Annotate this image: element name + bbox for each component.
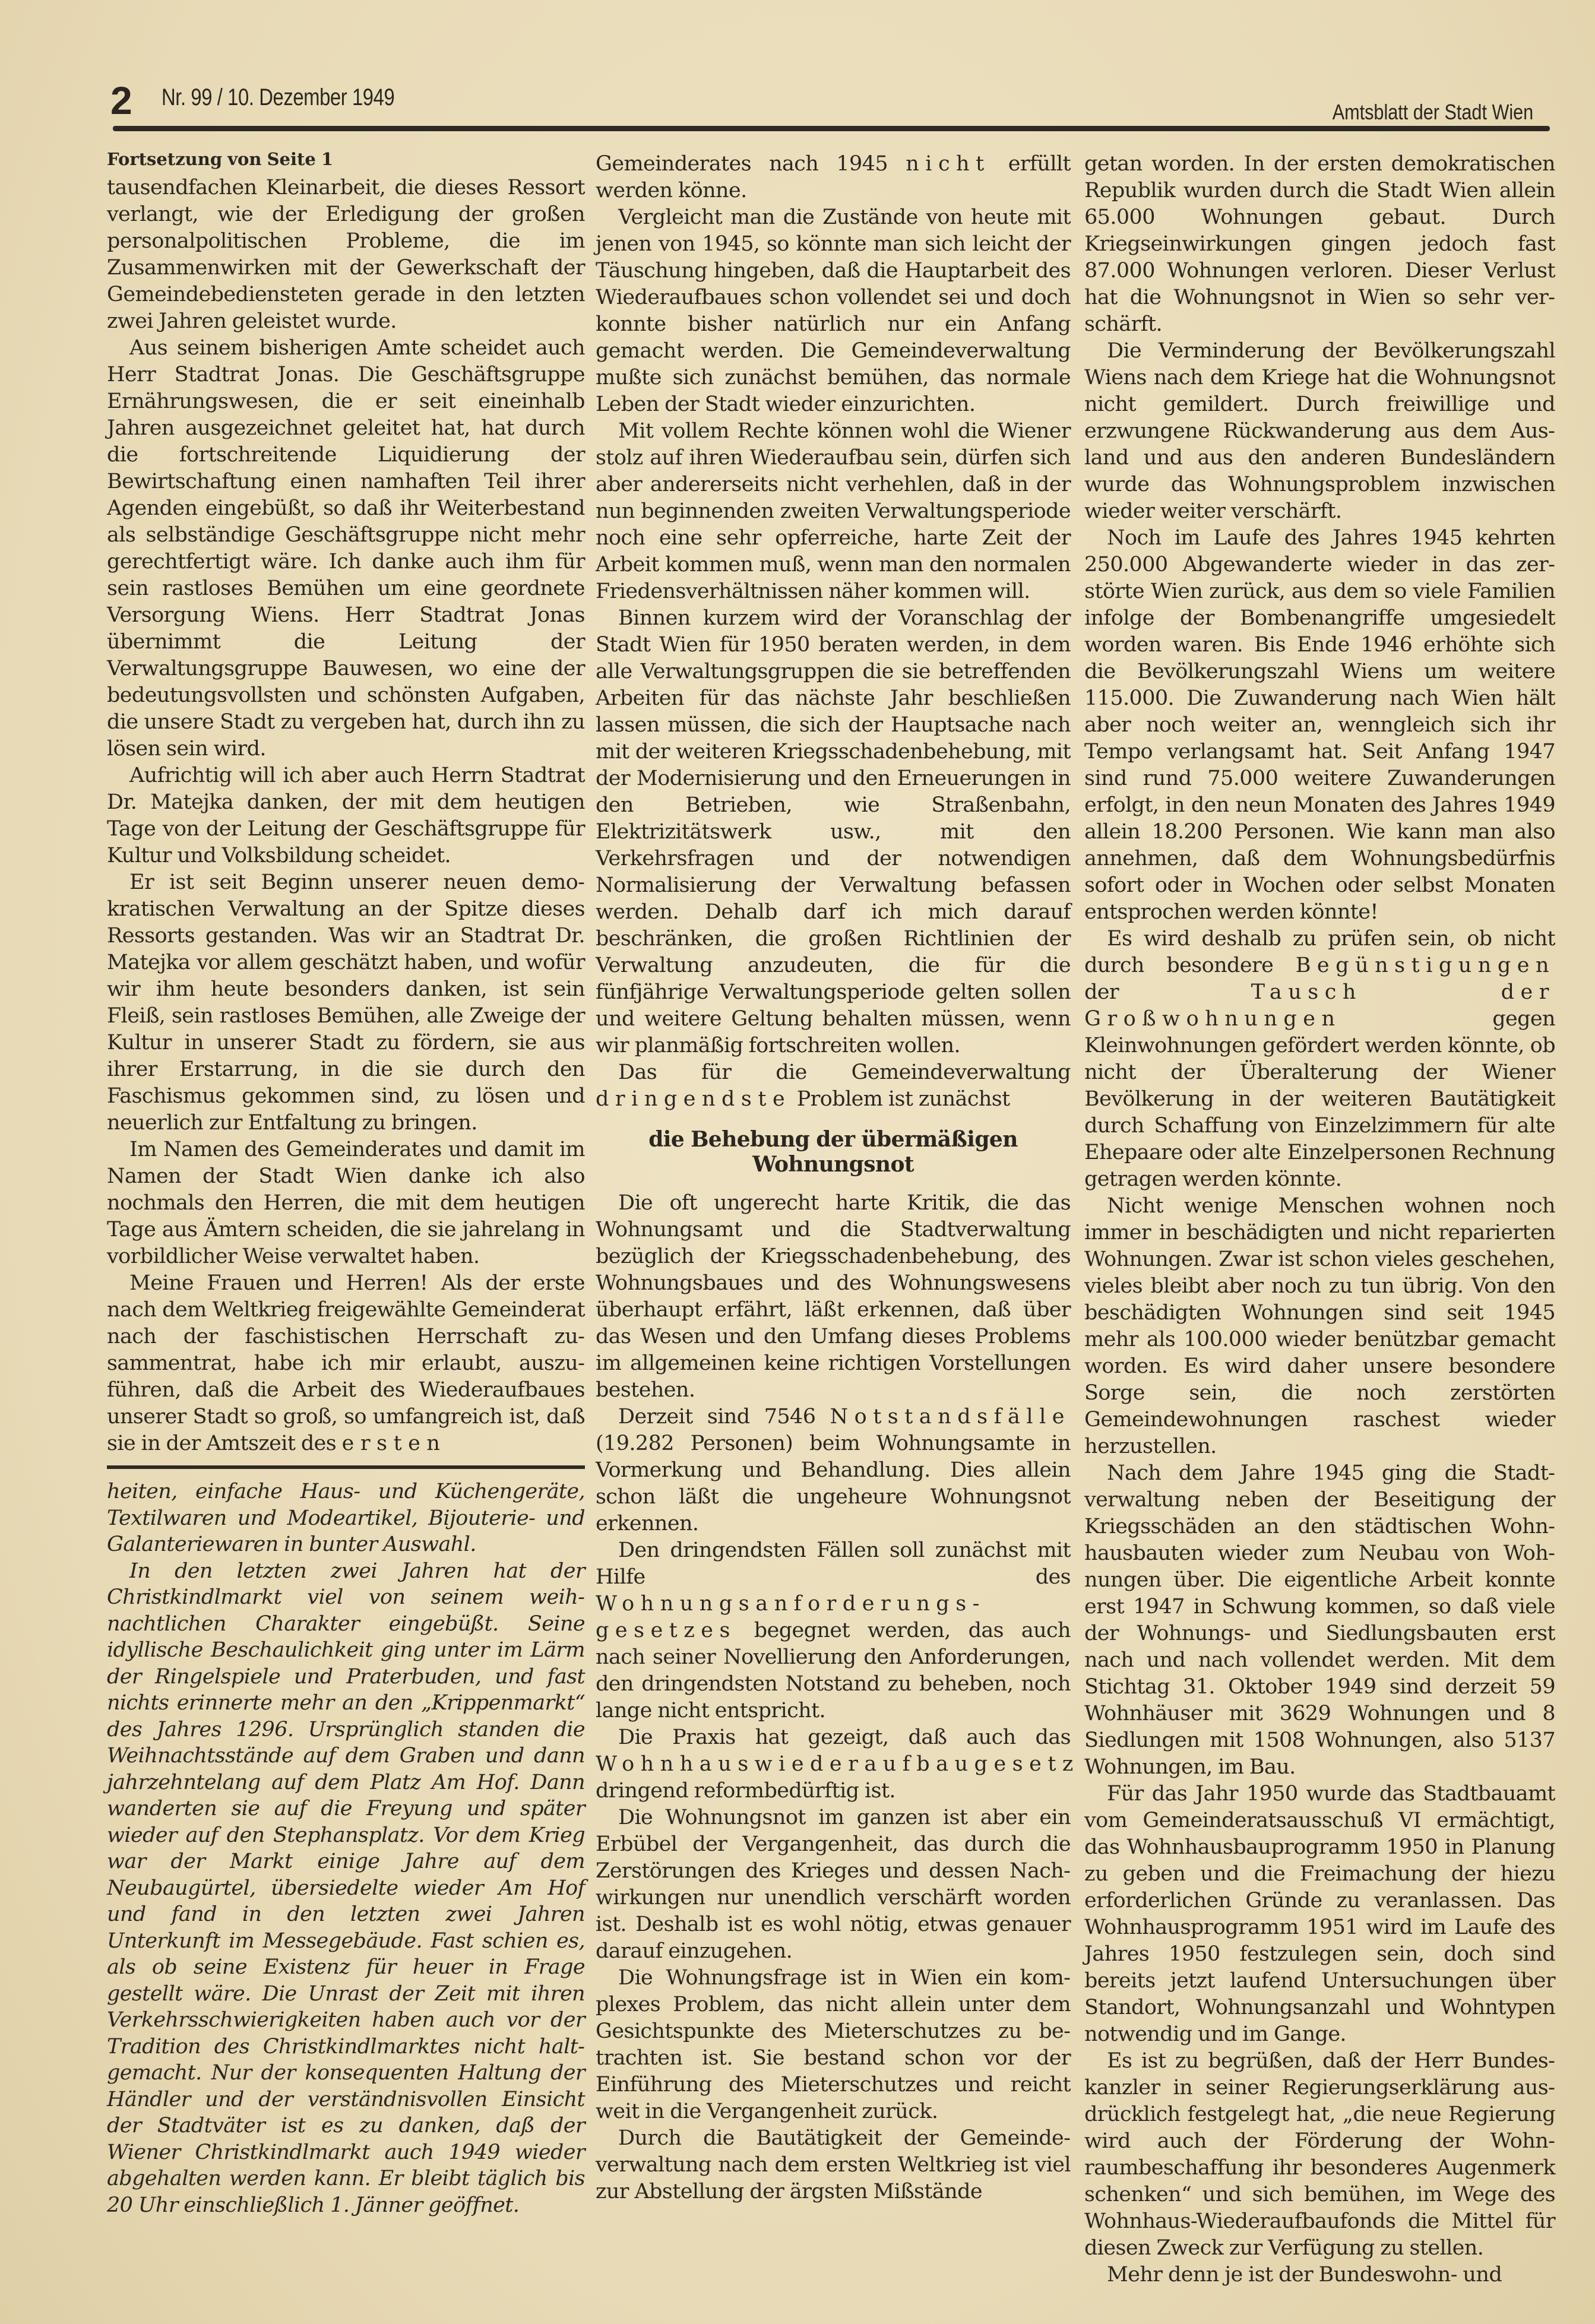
text-run: heiten, einfache Haus- und Küchengeräte, Textilwaren und Modeartikel, Bijouterie- und Galanteriewaren in bunter Auswahl. bbox=[107, 1480, 585, 1556]
section-divider-rule bbox=[107, 1465, 585, 1469]
text-run: Binnen kurzem wird der Voranschlag der Stadt Wien für 1950 beraten werden, in dem alle Verwaltungsgruppen die sie betreffenden Arbeiten für das nächste Jahr beschließen lassen müssen, die sich der Hauptsache nach mit der weiteren Kriegsschadenbehebung, mit der Modernisierung und den Erneuerungen in den Betrieben, wie Straßenbahn, Elektrizitätswerk usw., mit den Verkehrsfragen und der notwendigen Normalisierung der Verwaltung befassen werden. Dehalb darf ich mich darauf beschränken, die großen Richtlinien der Verwaltung anzudeuten, die für die fünfjährige Verwaltungsperiode gelten sollen und weitere Geltung behalten müssen, wenn wir planmäßig fortschreiten wollen. bbox=[596, 606, 1071, 1057]
text-run: Derzeit sind 7546 bbox=[618, 1405, 830, 1429]
paragraph bbox=[596, 1804, 1071, 1965]
issue-date: Nr. 99 / 10. Dezember 1949 bbox=[162, 84, 395, 110]
paragraph bbox=[596, 1965, 1071, 2125]
paragraph bbox=[596, 1190, 1071, 1404]
text-run: Nicht wenige Menschen wohnen noch immer in beschädigten und nicht reparierten Wohnungen. Zwar ist schon vieles geschehen, vieles bleibt aber noch zu tun übrig. Von den beschädigten Wohnungen sind seit 1945 mehr als 100.000 wieder benützbar gemacht worden. Es wird daher unsere besondere Sorge sein, die noch zerstörten Gemeindewohnungen raschest wieder herzustellen. bbox=[1084, 1194, 1555, 1458]
paragraph bbox=[596, 204, 1071, 418]
text-run: Meine Frauen und Herren! Als der erste nach dem Weltkrieg freigewählte Gemeinderat nach der faschistischen Herrschaft zusammentrat, habe ich mir erlaubt, auszuführen, daß die Arbeit des Wiederaufbaues unserer Stadt so groß, so umfangreich ist, daß sie in der Amtszeit des bbox=[107, 1271, 585, 1455]
text-run: Aus seinem bisherigen Amte scheidet auch Herr Stadtrat Jonas. Die Geschäftsgruppe Ernährungswesen, die er seit eineinhalb Jahren ausgezeichnet geleitet hat, hat durch die fortschreitende Liquidierung der Bewirtschaftung einen namhaften Teil ihrer Agenden eingebüßt, so daß ihr Weiterbestand als selbständige Geschäftsgruppe nicht mehr gerechtfertigt wäre. Ich danke auch ihm für sein rastloses Bemühen um eine geordnete Versorgung Wiens. Herr Stadtrat Jonas übernimmt die Leitung der Verwaltungsgruppe Bauwesen, wo eine der bedeutungsvollsten und schönsten Aufgaben, die unsere Stadt zu vergeben hat, durch ihn zu lösen sein wird. bbox=[107, 336, 585, 761]
paragraph bbox=[107, 1558, 585, 2219]
paragraph bbox=[107, 762, 585, 869]
paragraph bbox=[1084, 1781, 1555, 2048]
spaced-emphasis: Notstandsfälle bbox=[830, 1405, 1071, 1429]
paragraph bbox=[107, 1270, 585, 1457]
paragraph bbox=[107, 1136, 585, 1270]
spaced-emphasis: Begünstigungen bbox=[1295, 954, 1555, 977]
text-run: Die Wohnungsfrage ist in Wien ein komplexes Problem, das nicht allein unter dem Gesichtspunkte des Mieterschutzes zu betrachten ist. Sie bestand schon vor der Einführung des Mieterschutzes und reicht weit in die Vergangenheit zurück. bbox=[596, 1966, 1071, 2123]
text-run: Das für die Gemeindeverwaltung bbox=[618, 1060, 1071, 1084]
text-run: der bbox=[1084, 980, 1251, 1004]
text-run: Er ist seit Beginn unserer neuen demokratischen Verwaltung an der Spitze dieses Ressorts gestanden. Was wir an Stadtrat Dr. Matejka vor allem geschätzt haben, und wofür wir ihm heute besonders danken, ist sein Fleiß, sein rastloses Bemühen, alle Zweige der Kultur in unserer Stadt zu fördern, sie aus ihrer Erstarrung, in die sie durch den Faschismus gekommen sind, zu lösen und neuerlich zur Entfaltung zu bringen. bbox=[107, 870, 585, 1135]
left-column bbox=[107, 147, 585, 2218]
text-run: begegnet werden, das auch nach seiner Novellierung den Anforderungen, den dringendsten Notstand zu beheben, noch lange nicht entspricht. bbox=[596, 1619, 1071, 1723]
paragraph bbox=[1084, 525, 1555, 926]
paragraph bbox=[107, 175, 585, 335]
paragraph bbox=[107, 869, 585, 1136]
text-run: erfüllt werden könne. bbox=[596, 152, 1071, 202]
text-run: Die oft ungerecht harte Kritik, die das Wohnungsamt und die Stadtverwaltung bezüglich der Kriegsschadenbehebung, des Wohnungsbaues und des Wohnungswesens überhaupt erfährt, läßt erkennen, daß über das Wesen und den Umfang dieses Problems im allgemeinen keine richtigen Vorstellungen bestehen. bbox=[596, 1191, 1071, 1402]
spaced-emphasis: Tausch der Großwohnungen bbox=[1084, 980, 1555, 1031]
publication-title: Amtsblatt der Stadt Wien bbox=[1332, 100, 1533, 124]
paragraph bbox=[1084, 1460, 1555, 1781]
text-run: Fortsetzung von Seite 1 bbox=[107, 149, 334, 169]
spaced-emphasis: Wohnhauswiederaufbaugesetz bbox=[596, 1752, 1080, 1776]
text-run: tausendfachen Kleinarbeit, die dieses Ressort verlangt, wie der Erledigung der großen personalpolitischen Probleme, die im Zusammenwirken mit der Gewerkschaft der Gemeindebediensteten gerade in den letzten zwei Jahren geleistet wurde. bbox=[107, 176, 585, 333]
paragraph bbox=[1084, 926, 1555, 1193]
text-run: Aufrichtig will ich aber auch Herrn Stadtrat Dr. Matejka danken, der mit dem heutigen Tage von der Leitung der Geschäftsgruppe für Kultur und Volksbildung scheidet. bbox=[107, 764, 585, 867]
text-run: Durch die Bautätigkeit der Gemeindeverwaltung nach dem ersten Weltkrieg ist viel zur Abstellung der ärgsten Mißstände bbox=[596, 2126, 1071, 2203]
spaced-emphasis: nicht bbox=[906, 152, 990, 176]
page-number: 2 bbox=[110, 78, 132, 122]
text-run: getan worden. In der ersten demokratischen Republik wurden durch die Stadt Wien allein 65.000 Wohnungen gebaut. Durch Kriegseinwirkungen gingen jedoch fast 87.000 Wohnungen verloren. Dieser Verlust hat die Wohnungsnot in Wien so sehr verschärft. bbox=[1084, 152, 1555, 336]
spaced-emphasis: ersten bbox=[341, 1432, 447, 1455]
text-run: Für das Jahr 1950 wurde das Stadtbauamt vom Gemeinderatsausschuß VI ermächtigt, das Wohnhausbauprogramm 1950 in Planung zu geben und die Freimachung der hiezu erforderlichen Gründe zu veranlassen. Das Wohnhausprogramm 1951 wird im Laufe des Jahres 1950 festzulegen sein, doch sind bereits jetzt laufend Untersuchungen über Standort, Wohnungsanzahl und Wohntypen notwendig und im Gange. bbox=[1084, 1782, 1555, 2046]
paragraph bbox=[596, 1404, 1071, 1537]
text-run: Vergleicht man die Zustände von heute mit jenen von 1945, so könnte man sich leicht der Täuschung hingeben, daß die Hauptarbeit des Wiederaufbaues schon vollendet sei und doch konnte bisher natürlich nur ein Anfang gemacht werden. Die Gemeindeverwaltung mußte sich zunächst bemühen, das normale Leben der Stadt wieder einzurichten. bbox=[596, 205, 1071, 416]
paragraph bbox=[596, 1537, 1071, 1724]
text-run: dringend reformbedürftig ist. bbox=[596, 1779, 895, 1803]
left-column-bottom-christkindlmarkt bbox=[107, 1478, 585, 2218]
paragraph bbox=[1084, 2262, 1555, 2288]
spaced-emphasis: dringendste bbox=[596, 1087, 792, 1111]
continuation-label bbox=[107, 147, 585, 171]
paragraph bbox=[596, 1724, 1080, 1804]
text-run: Nach dem Jahre 1945 ging die Stadtverwaltung neben der Beseitigung der Kriegsschäden an den städtischen Wohnhausbauten wieder zum Neubau von Wohnungen über. Die eigentliche Arbeit konnte erst 1947 in Schwung kommen, so daß viele der Wohnungs- und Siedlungsbauten erst nach und nach vollendet werden. Mit dem Stichtag 31. Oktober 1949 sind derzeit 59 Wohnhäuser mit 3629 Wohnungen und 8 Siedlungen mit 1508 Wohnungen, also 5137 Wohnungen, im Bau. bbox=[1084, 1461, 1555, 1779]
text-run: die Behebung der übermäßigen Wohnungsnot bbox=[648, 1127, 1018, 1177]
paragraph bbox=[1084, 2048, 1555, 2262]
paragraph bbox=[1084, 1193, 1555, 1460]
text-run: Es wird deshalb zu prüfen sein, ob nicht durch besondere bbox=[1084, 927, 1555, 977]
paragraph bbox=[596, 418, 1071, 605]
section-heading bbox=[596, 1127, 1071, 1177]
text-run: Noch im Laufe des Jahres 1945 kehrten 250.000 Abgewanderte wieder in das zerstörte Wien zurück, aus dem so viele Familien infolge der Bombenangriffe umgesiedelt worden waren. Bis Ende 1946 erhöhte sich die Bevölkerungszahl Wiens um weitere 115.000. Die Zuwanderung nach Wien hält aber noch weiter an, wenngleich sich ihr Tempo verlangsamt hat. Seit Anfang 1947 sind rund 75.000 weitere Zuwanderungen erfolgt, in den neun Monaten des Jahres 1949 allein 18.200 Personen. Wie kann man also annehmen, daß dem Wohnungsbedürfnis sofort oder in Wochen oder selbst Monaten entsprochen werden könnte! bbox=[1084, 526, 1555, 924]
header-rule bbox=[113, 126, 1550, 131]
paragraph bbox=[1084, 151, 1555, 338]
paragraph bbox=[596, 2125, 1071, 2205]
text-run: Die Praxis hat gezeigt, daß auch das bbox=[618, 1725, 1071, 1749]
middle-column bbox=[596, 151, 1080, 2205]
left-column-top bbox=[107, 147, 585, 1457]
right-column bbox=[1084, 151, 1555, 2288]
text-run: Die Verminderung der Bevölkerungszahl Wiens nach dem Kriege hat die Wohnungsnot nicht gemildert. Durch freiwillige und erzwungene Rückwanderung aus dem Ausland und aus den anderen Bundesländern wurde das Wohnungsproblem inzwischen wieder weiter verschärft. bbox=[1084, 339, 1555, 523]
text-run: Mit vollem Rechte können wohl die Wiener stolz auf ihren Wiederaufbau sein, dürfen sich aber andererseits nicht verhehlen, daß in der nun beginnenden zweiten Verwaltungsperiode noch eine sehr opferreiche, harte Zeit der Arbeit kommen muß, wenn man den normalen Friedensverhältnissen näher kommen will. bbox=[596, 419, 1071, 603]
text-run: Problem ist zunächst bbox=[791, 1087, 1010, 1111]
text-run: Mehr denn je ist der Bundeswohn- und bbox=[1107, 2263, 1502, 2287]
text-run: gegen Kleinwohnungen gefördert werden könnte, ob nicht der Überalterung der Wiener Bevölkerung in der weiteren Bautätigkeit durch Schaffung von Einzelzimmern für alte Ehepaare oder alte Einzelpersonen Rechnung getragen werden könnte. bbox=[1084, 1007, 1555, 1191]
text-run: Gemeinderates nach 1945 bbox=[596, 152, 906, 176]
text-run: (19.282 Personen) beim Wohnungsamte in Vormerkung und Behandlung. Dies allein schon läßt die ungeheure Wohnungsnot erkennen. bbox=[596, 1432, 1071, 1535]
text-run: Im Namen des Gemeinderates und damit im Namen der Stadt Wien danke ich also nochmals den Herren, die mit dem heutigen Tage aus Ämtern scheiden, die sie jahrelang in vorbildlicher Weise verwaltet haben. bbox=[107, 1138, 585, 1268]
paragraph bbox=[1084, 338, 1555, 525]
paragraph bbox=[596, 151, 1071, 204]
paragraph bbox=[107, 1478, 585, 1558]
text-run: Den dringendsten Fällen soll zunächst mit Hilfe des bbox=[596, 1538, 1071, 1589]
text-run: Die Wohnungsnot im ganzen ist aber ein Erbübel der Vergangenheit, das durch die Zerstörungen des Krieges und dessen Nachwirkungen nur unendlich verschärft worden ist. Deshalb ist es wohl nötig, etwas genauer darauf einzugehen. bbox=[596, 1806, 1071, 1963]
spaced-emphasis: Wohnungsanforderungsgesetzes bbox=[596, 1592, 980, 1642]
paragraph bbox=[107, 335, 585, 762]
paragraph bbox=[596, 605, 1071, 1059]
text-run: In den letzten zwei Jahren hat der Christkindlmarkt viel von seinem weihnachtlichen Charakter eingebüßt. Seine idyllische Beschaulichkeit ging unter im Lärm der Ringelspiele und Praterbuden, und fast nichts erinnerte mehr an den „Krippenmarkt“ des Jahres 1296. Ursprünglich standen die Weihnachtsstände auf dem Graben und dann jahrzehntelang auf dem Platz Am Hof. Dann wanderten sie auf die Freyung und später wieder auf den Stephansplatz. Vor dem Krieg war der Markt einige Jahre auf dem Neubaugürtel, übersiedelte wieder Am Hof und fand in den letzten zwei Jahren Unterkunft im Messegebäude. Fast schien es, als ob seine Existenz für heuer in Frage gestellt wäre. Die Unrast der Zeit mit ihren Verkehrsschwierigkeiten haben auch vor der Tradition des Christkindlmarktes nicht haltgemacht. Nur der konsequenten Haltung der Händler und der verständnisvollen Einsicht der Stadtväter ist es zu danken, daß der Wiener Christkindlmarkt auch 1949 wieder abgehalten werden kann. Er bleibt täglich bis 20 Uhr einschließlich 1. Jänner geöffnet. bbox=[107, 1559, 585, 2217]
paragraph bbox=[596, 1059, 1071, 1113]
text-run: Es ist zu begrüßen, daß der Herr Bundeskanzler in seiner Regierungserklärung ausdrücklich festgelegt hat, „die neue Regierung wird auch der Förderung der Wohnraumbeschaffung ihr besonderes Augenmerk schenken“ und sich bemühen, im Wege des Wohnhaus-Wiederaufbaufonds die Mittel für diesen Zweck zur Verfügung zu stellen. bbox=[1084, 2049, 1555, 2260]
